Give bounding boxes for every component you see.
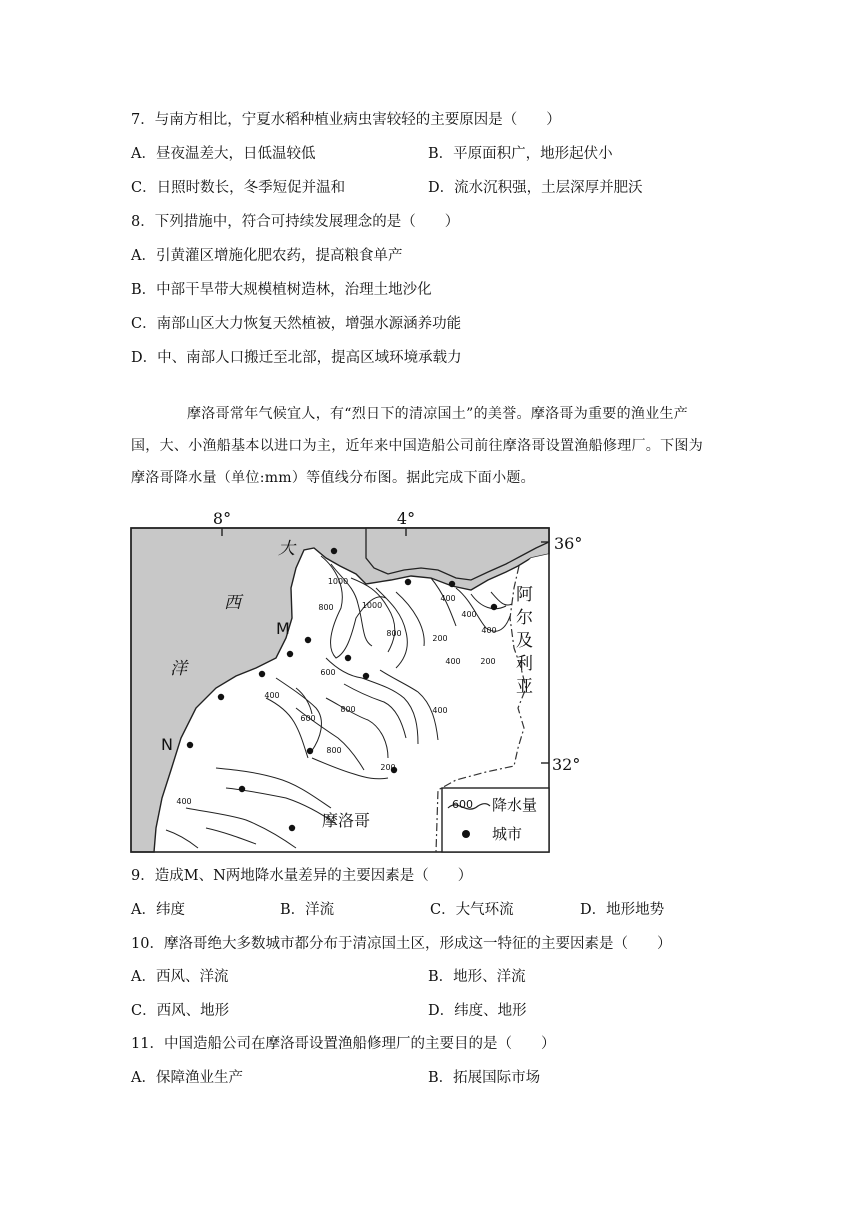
q8-option-d: D．中、南部人口搬迁至北部，提高区域环境承载力 xyxy=(131,350,462,366)
algeria-label-char-5: 亚 xyxy=(516,677,533,697)
ocean-label-char-3: 洋 xyxy=(170,659,187,679)
legend-isoline-value: 600 xyxy=(452,798,473,811)
q10-stem: 10．摩洛哥绝大多数城市都分布于清凉国土区，形成这一特征的主要因素是（ ） xyxy=(131,936,672,952)
q8-option-b: B．中部干旱带大规模植树造林，治理土地沙化 xyxy=(131,282,432,298)
city-dot xyxy=(331,548,337,554)
legend-city-label: 城市 xyxy=(492,825,523,843)
q8-option-c: C．南部山区大力恢复天然植被，增强水源涵养功能 xyxy=(131,316,462,332)
passage-line-1: 摩洛哥常年气候宜人，有“烈日下的清凉国土”的美誉。摩洛哥为重要的渔业生产 xyxy=(187,406,689,422)
isoline-label: 800 xyxy=(326,746,342,755)
city-dot xyxy=(363,673,369,679)
city-dot xyxy=(187,742,193,748)
point-label-n: N xyxy=(161,735,173,754)
q11-option-a: A．保障渔业生产 xyxy=(131,1070,243,1086)
q10-option-d: D．纬度、地形 xyxy=(428,1003,527,1019)
isoline-label: 800 xyxy=(318,603,334,612)
latitude-label-36: 36° xyxy=(554,534,583,553)
ocean-label-char-2: 西 xyxy=(224,593,241,613)
q10-option-a: A．西风、洋流 xyxy=(131,969,229,985)
q7-option-b: B．平原面积广，地形起伏小 xyxy=(428,146,613,162)
city-dot xyxy=(307,748,313,754)
city-dot xyxy=(289,825,295,831)
isoline-label: 600 xyxy=(320,668,336,677)
q7-stem: 7．与南方相比，宁夏水稻种植业病虫害较轻的主要原因是（ ） xyxy=(131,112,561,128)
passage-line-2: 国，大、小渔船基本以进口为主，近年来中国造船公司前往摩洛哥设置渔船修理厂。下图为 xyxy=(131,438,703,454)
city-dot xyxy=(305,637,311,643)
q10-option-b: B．地形、洋流 xyxy=(428,969,526,985)
city-dot xyxy=(491,604,497,610)
isoline-label: 1000 xyxy=(327,577,349,586)
q7-option-a: A．昼夜温差大，日低温较低 xyxy=(131,146,316,162)
isoline-label: 400 xyxy=(481,626,497,635)
isoline-label: 800 xyxy=(386,629,402,638)
ocean-label-char-1: 大 xyxy=(278,539,295,559)
algeria-label-char-1: 阿 xyxy=(516,585,533,605)
q9-option-b: B．洋流 xyxy=(280,902,335,918)
isoline-label: 200 xyxy=(380,763,396,772)
city-dot xyxy=(239,786,245,792)
q9-option-a: A．纬度 xyxy=(131,902,185,918)
isoline-label: 400 xyxy=(445,657,461,666)
q11-option-b: B．拓展国际市场 xyxy=(428,1070,541,1086)
passage-line-3: 摩洛哥降水量（单位:mm）等值线分布图。据此完成下面小题。 xyxy=(131,470,535,486)
algeria-label-char-3: 及 xyxy=(516,631,533,651)
q8-stem: 8．下列措施中，符合可持续发展理念的是（ ） xyxy=(131,214,460,230)
city-dot xyxy=(345,655,351,661)
longitude-label-4: 4° xyxy=(396,509,416,528)
precipitation-map xyxy=(126,508,596,860)
isoline-label: 400 xyxy=(264,691,280,700)
algeria-label-char-4: 利 xyxy=(516,654,533,674)
city-dot xyxy=(259,671,265,677)
isoline-label: 200 xyxy=(432,634,448,643)
isoline-label: 400 xyxy=(461,610,477,619)
country-label: 摩洛哥 xyxy=(322,811,371,830)
q7-option-c: C．日照时数长，冬季短促并温和 xyxy=(131,180,346,196)
latitude-label-32: 32° xyxy=(552,755,581,774)
city-dot xyxy=(449,581,455,587)
isoline-label: 200 xyxy=(480,657,496,666)
isoline-label: 400 xyxy=(440,594,456,603)
point-label-m: M xyxy=(276,619,290,638)
isoline-label: 800 xyxy=(340,705,356,714)
q9-option-c: C．大气环流 xyxy=(430,902,514,918)
city-dot xyxy=(218,694,224,700)
q8-option-a: A．引黄灌区增施化肥农药，提高粮食单产 xyxy=(131,248,403,264)
isoline-label: 400 xyxy=(176,797,192,806)
q7-option-d: D．流水沉积强，土层深厚并肥沃 xyxy=(428,180,643,196)
isoline-label: 600 xyxy=(300,714,316,723)
longitude-label-8: 8° xyxy=(212,509,232,528)
q9-stem: 9．造成M、N两地降水量差异的主要因素是（ ） xyxy=(131,868,473,884)
q10-option-c: C．西风、地形 xyxy=(131,1003,230,1019)
passage xyxy=(131,398,731,494)
algeria-label-char-2: 尔 xyxy=(516,608,533,628)
city-dot xyxy=(287,651,293,657)
legend-city-symbol xyxy=(462,830,470,838)
q9-option-d: D．地形地势 xyxy=(580,902,665,918)
isoline-label: 400 xyxy=(432,706,448,715)
legend-isoline-label: 降水量 xyxy=(492,796,538,814)
q11-stem: 11．中国造船公司在摩洛哥设置渔船修理厂的主要目的是（ ） xyxy=(131,1036,556,1052)
isoline-label: 1000 xyxy=(361,601,383,610)
city-dot xyxy=(405,579,411,585)
